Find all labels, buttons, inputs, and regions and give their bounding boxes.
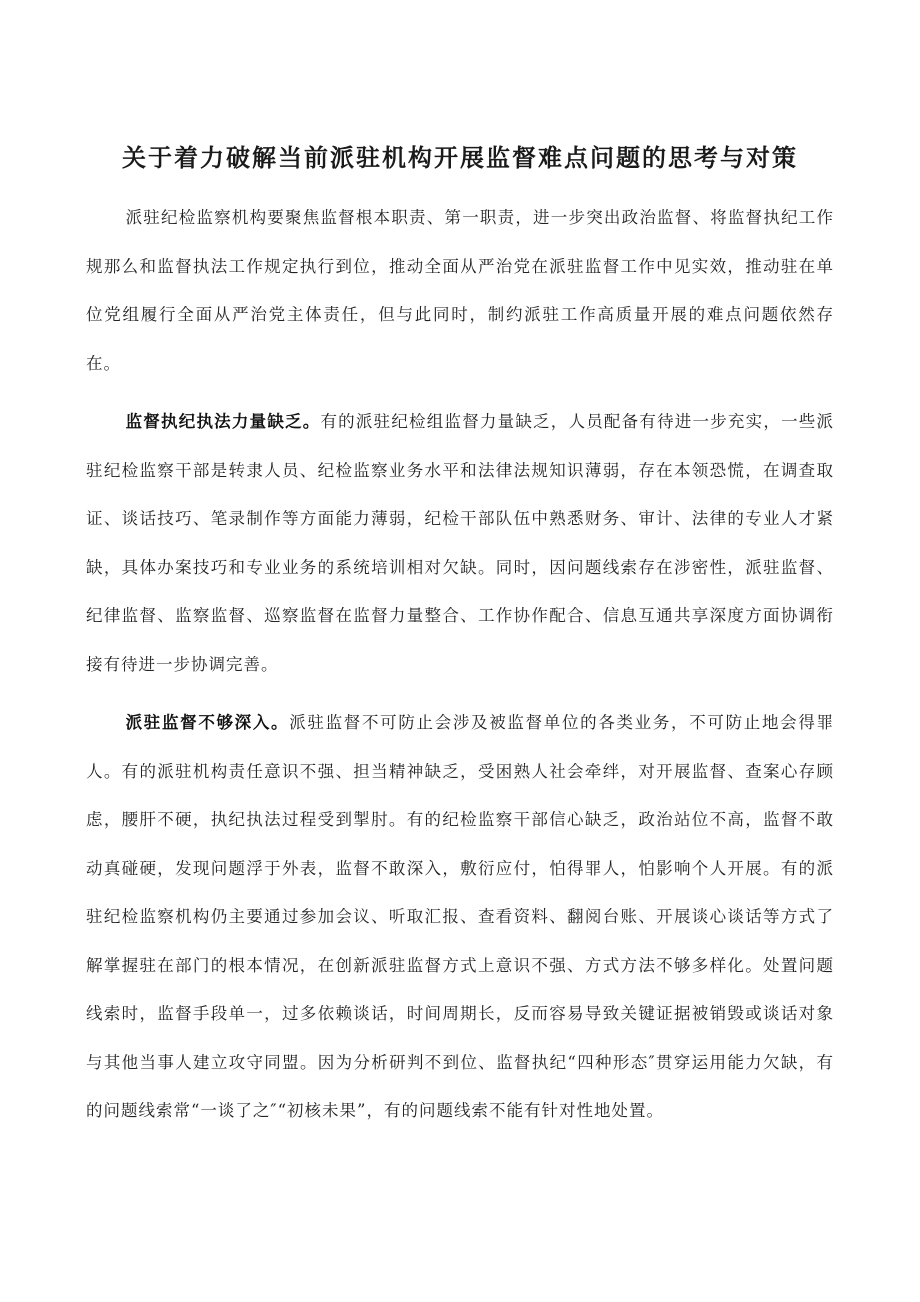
paragraph-not-deep-enough (86, 699, 834, 1136)
paragraph-lead: 派驻监督不够深入。 (125, 713, 290, 732)
paragraph-body: 派驻纪检监察机构要聚焦监督根本职责、第一职责，进一步突出政治监督、将监督执纪工作规那么和监督执法工作规定执行到位，推动全面从严治党在派驻监督工作中见实效，推动驻在单位党组履行全面从严治党主体责任，但与此同时，制约派驻工作高质量开展的难点问题依然存在。 (86, 208, 834, 373)
paragraph-insufficient-force (86, 398, 834, 689)
paragraph-body: 有的派驻纪检组监督力量缺乏，人员配备有待进一步充实，一些派驻纪检监察干部是转隶人员、纪检监察业务水平和法律法规知识薄弱，存在本领恐慌，在调查取证、谈话技巧、笔录制作等方面能力薄弱，纪检干部队伍中熟悉财务、审计、法律的专业人才紧缺，具体办案技巧和专业业务的系统培训相对欠缺。同时，因问题线索存在涉密性，派驻监督、纪律监督、监察监督、巡察监督在监督力量整合、工作协作配合、信息互通共享深度方面协调衔接有待进一步协调完善。 (86, 412, 835, 674)
document-title: 关于着力破解当前派驻机构开展监督难点问题的思考与对策 (122, 143, 798, 172)
paragraph-lead: 监督执纪执法力量缺乏。 (125, 412, 321, 431)
paragraph-intro (86, 194, 834, 388)
paragraph-body: 派驻监督不可防止会涉及被监督单位的各类业务，不可防止地会得罪人。有的派驻机构责任意识不强、担当精神缺乏，受困熟人社会牵绊，对开展监督、查案心存顾虑，腰肝不硬，执纪执法过程受到掣肘。有的纪检监察干部信心缺乏，政治站位不高，监督不敢动真碰硬，发现问题浮于外表，监督不敢深入，敷衍应付，怕得罪人，怕影响个人开展。有的派驻纪检监察机构仍主要通过参加会议、听取汇报、查看资料、翻阅台账、开展谈心谈话等方式了解掌握驻在部门的根本情况，在创新派驻监督方式上意识不强、方式方法不够多样化。处置问题线索时，监督手段单一，过多依赖谈话，时间周期长，反而容易导致关键证据被销毁或谈话对象与其他当事人建立攻守同盟。因为分析研判不到位、监督执纪“四种形态″贯穿运用能力欠缺，有的问题线索常“一谈了之″“初核未果”，有的问题线索不能有针对性地处置。 (86, 713, 835, 1120)
